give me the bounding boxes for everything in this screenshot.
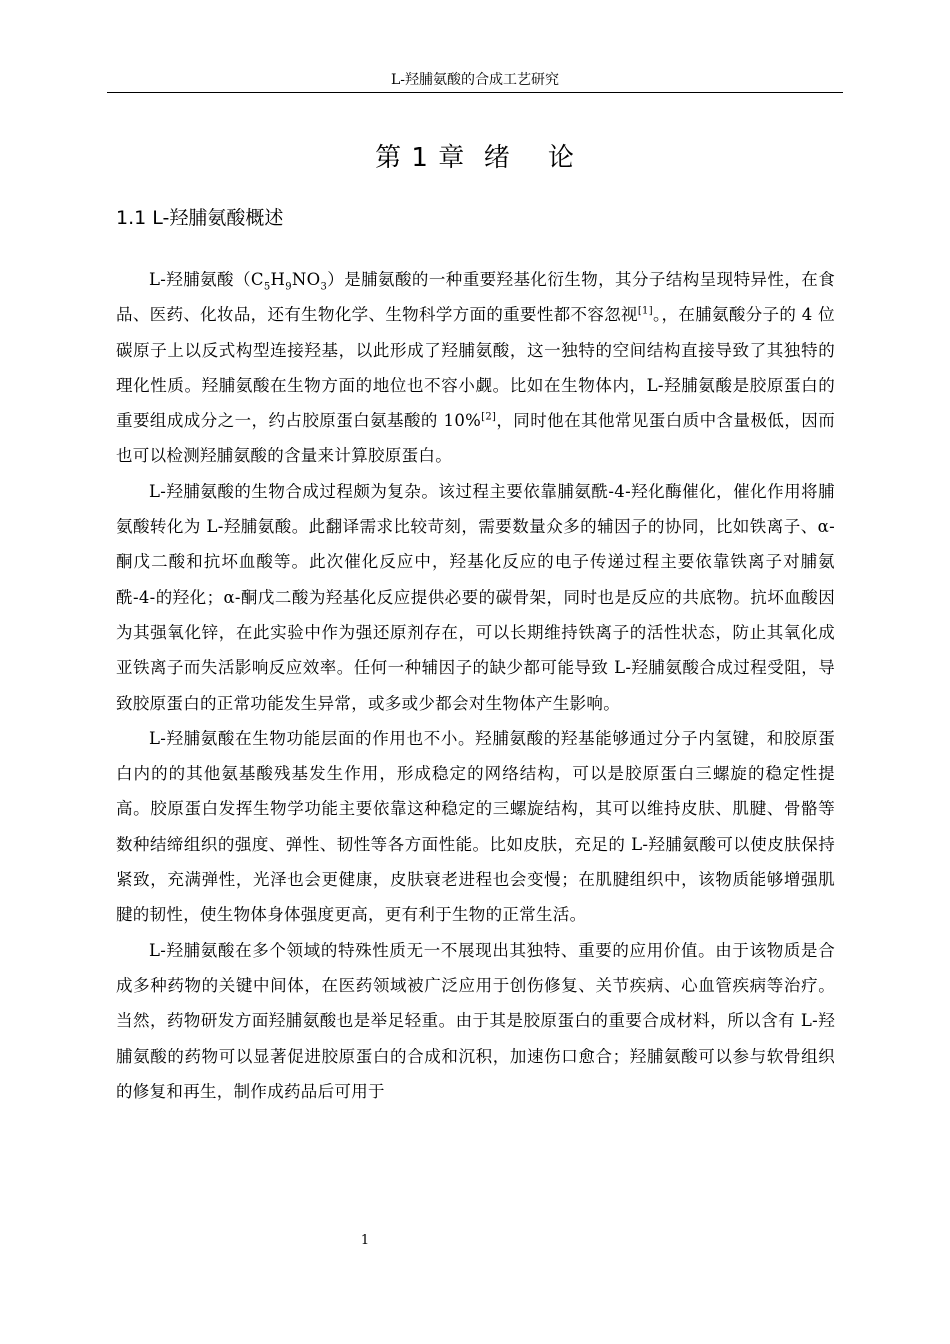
paragraph-3: L-羟脯氨酸在生物功能层面的作用也不小。羟脯氨酸的羟基能够通过分子内氢键，和胶原蛋白内的的其他氨基酸残基发生作用，形成稳定的网络结构，可以是胶原蛋白三螺旋的稳定性提高。胶原蛋白发挥生物学功能主要依靠这种稳定的三螺旋结构，其可以维持皮肤、肌腱、骨骼等数种结缔组织的强度、弹性、韧性等各方面性能。比如皮肤，充足的 L-羟脯氨酸可以使皮肤保持紧致，充满弹性，光泽也会更健康，皮肤衰老进程也会变慢；在肌腱组织中，该物质能够增强肌腱的韧性，使生物体身体强度更高，更有利于生物的正常生活。 xyxy=(116,728,835,925)
citation-1: [1] xyxy=(637,305,653,317)
p1-subscript-o: 3 xyxy=(320,281,328,293)
p1-subscript-c: 5 xyxy=(263,281,271,293)
p1-text-a: L-羟脯氨酸（C xyxy=(149,270,264,289)
paragraph-4: L-羟脯氨酸在多个领域的特殊性质无一不展现出其独特、重要的应用价值。由于该物质是合成多种药物的关键中间体，在医药领域被广泛应用于创伤修复、关节疾病、心血管疾病等治疗。当然，药物研发方面羟脯氨酸也是举足轻重。由于其是胶原蛋白的重要合成材料，所以含有 L-羟脯氨酸的药物可以显著促进胶原蛋白的合成和沉积，加速伤口愈合；羟脯氨酸可以参与软骨组织的修复和再生，制作成药品后可用于 xyxy=(116,940,835,1101)
p1-text-c: NO xyxy=(291,270,321,289)
citation-2: [2] xyxy=(481,411,497,423)
paragraph-1 xyxy=(116,262,835,474)
p1-text-e: 。，在脯氨酸分子的 4 位碳原子上以反式构型连接羟基，以此形成了羟脯氨酸，这一独特的空间结构直接导致了其独特的理化性质。羟脯氨酸在生物方面的地位也不容小觑。比如在生物体内，L-羟脯氨酸是胶原蛋白的重要组成成分之一，约占胶原蛋白氨基酸的 10% xyxy=(116,305,835,431)
p1-text-d: ）是脯氨酸的一种重要羟基化衍生物，其分子结构呈现特异性，在食品、医药、化妆品，还有生物化学、生物科学方面的重要性都不容忽视 xyxy=(116,270,836,325)
chapter-title: 第 1 章 绪 论 xyxy=(375,143,575,173)
p1-text-f: ，同时他在其他常见蛋白质中含量极低，因而也可以检测羟脯氨酸的含量来计算胶原蛋白。 xyxy=(116,411,835,466)
p1-text-b: H xyxy=(270,270,286,289)
running-header: L-羟脯氨酸的合成工艺研究 xyxy=(390,72,560,88)
paragraph-2: L-羟脯氨酸的生物合成过程颇为复杂。该过程主要依靠脯氨酰-4-羟化酶催化，催化作用将脯氨酸转化为 L-羟脯氨酸。此翻译需求比较苛刻，需要数量众多的辅因子的协同，比如铁离子、α-酮戊二酸和抗坏血酸等。此次催化反应中，羟基化反应的电子传递过程主要依靠铁离子对脯氨酰-4-的羟化；α-酮戊二酸为羟基化反应提供必要的碳骨架，同时也是反应的共底物。抗坏血酸因为其强氧化锌，在此实验中作为强还原剂存在，可以长期维持铁离子的活性状态，防止其氧化成亚铁离子而失活影响反应效率。任何一种辅因子的缺少都可能导致 L-羟脯氨酸合成过程受阻，导致胶原蛋白的正常功能发生异常，或多或少都会对生物体产生影响。 xyxy=(116,481,835,713)
body-text xyxy=(116,262,835,1109)
page-number: 1 xyxy=(360,1233,370,1248)
section-title: 1.1 L-羟脯氨酸概述 xyxy=(116,207,284,229)
header-divider xyxy=(107,92,843,93)
p1-subscript-h: 9 xyxy=(285,281,292,293)
